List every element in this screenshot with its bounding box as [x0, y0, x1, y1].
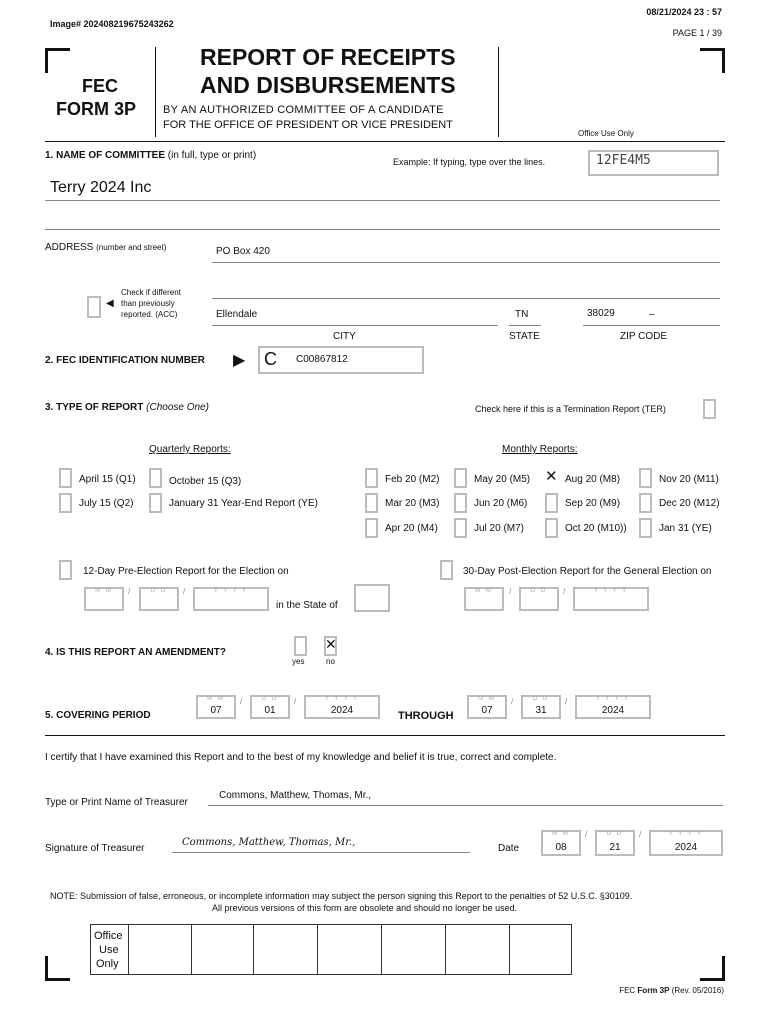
- m9-checkbox[interactable]: [545, 493, 558, 513]
- grid-divider: [381, 925, 382, 974]
- ye-checkbox[interactable]: [149, 493, 162, 513]
- signature-label: Signature of Treasurer: [45, 843, 145, 854]
- section5-rule: [45, 735, 725, 736]
- date-separator: /: [511, 697, 514, 706]
- city-label: CITY: [333, 331, 356, 342]
- post-election-label: 30-Day Post-Election Report for the General Election on: [463, 566, 712, 577]
- m10-label: Oct 20 (M10)): [565, 523, 627, 534]
- m2-label: Feb 20 (M2): [385, 474, 440, 485]
- grid-divider: [445, 925, 446, 974]
- from-year[interactable]: Y Y Y Y 2024: [304, 695, 380, 719]
- address-field[interactable]: [212, 246, 720, 263]
- m8-check-mark: ✕: [545, 468, 558, 485]
- city-field[interactable]: [212, 309, 498, 326]
- post-election-year[interactable]: Y Y Y Y: [573, 587, 649, 611]
- grid-divider: [509, 925, 510, 974]
- post-election-day[interactable]: D D: [519, 587, 559, 611]
- to-year[interactable]: Y Y Y Y 2024: [575, 695, 651, 719]
- date-separator: /: [585, 830, 588, 839]
- city-value: Ellendale: [216, 309, 258, 320]
- form-title-2: AND DISBURSEMENTS: [200, 72, 456, 98]
- acc-check-label-3: reported. (ACC): [121, 310, 178, 319]
- arrow-left-icon: ◀: [106, 298, 114, 309]
- office-use-label-cell: [91, 925, 129, 974]
- pre-election-label: 12-Day Pre-Election Report for the Election on: [83, 566, 289, 577]
- zip-dash: –: [649, 309, 655, 320]
- corner-mark-top-right: [700, 48, 725, 73]
- q2-label: July 15 (Q2): [79, 498, 134, 509]
- quarterly-label: Quarterly Reports:: [149, 444, 231, 455]
- section2-label: 2. FEC IDENTIFICATION NUMBER: [45, 355, 205, 366]
- form-subtitle-2: FOR THE OFFICE OF PRESIDENT OR VICE PRESIDENT: [163, 119, 453, 131]
- m4-checkbox[interactable]: [365, 518, 378, 538]
- office-use-line-2: Use: [99, 944, 119, 956]
- state-value: TN: [515, 309, 529, 320]
- page-number: PAGE 1 / 39: [672, 28, 722, 38]
- zip-field[interactable]: [583, 309, 720, 326]
- acc-check-label-1: Check if different: [121, 288, 181, 297]
- m4-label: Apr 20 (M4): [385, 523, 438, 534]
- office-use-line-1: Office: [94, 930, 123, 942]
- election-state-field[interactable]: [354, 584, 390, 612]
- treasurer-name-label: Type or Print Name of Treasurer: [45, 797, 188, 808]
- acc-checkbox[interactable]: [87, 296, 101, 318]
- office-use-only-label: Office Use Only: [578, 129, 634, 138]
- section4-label: 4. IS THIS REPORT AN AMENDMENT?: [45, 647, 226, 658]
- amendment-no-checkbox[interactable]: [324, 636, 337, 656]
- m9-label: Sep 20 (M9): [565, 498, 621, 509]
- treasurer-name-value: Commons, Matthew, Thomas, Mr.,: [219, 790, 372, 801]
- q3-checkbox[interactable]: [149, 468, 162, 488]
- date-separator: /: [563, 587, 566, 596]
- committee-name-value: Terry 2024 Inc: [50, 179, 152, 196]
- m3-label: Mar 20 (M3): [385, 498, 440, 509]
- section5-label: 5. COVERING PERIOD: [45, 710, 151, 721]
- date-separator: /: [128, 587, 131, 596]
- ter-checkbox[interactable]: [703, 399, 716, 419]
- amendment-yes-checkbox[interactable]: [294, 636, 307, 656]
- pre-election-month[interactable]: M M: [84, 587, 124, 611]
- ye-label: January 31 Year-End Report (YE): [169, 498, 318, 509]
- office-use-grid: [90, 924, 572, 975]
- from-month[interactable]: M M 07: [196, 695, 236, 719]
- fec-id-field[interactable]: [258, 346, 424, 374]
- amendment-no-label: no: [326, 657, 335, 666]
- certify-text: I certify that I have examined this Report and to the best of my knowledge and belief it is true, correct and complete.: [45, 752, 557, 763]
- sign-date-year[interactable]: Y Y Y Y 2024: [649, 830, 723, 856]
- to-month[interactable]: M M 07: [467, 695, 507, 719]
- form-title-1: REPORT OF RECEIPTS: [200, 44, 456, 70]
- section1-label: 1. NAME OF COMMITTEE (in full, type or print): [45, 150, 257, 161]
- m3-checkbox[interactable]: [365, 493, 378, 513]
- fec-label: FEC: [82, 76, 118, 96]
- sign-date-day[interactable]: D D 21: [595, 830, 635, 856]
- q1-label: April 15 (Q1): [79, 474, 136, 485]
- date-separator: /: [565, 697, 568, 706]
- grid-divider: [191, 925, 192, 974]
- acc-check-label-2: than previously: [121, 299, 175, 308]
- date-separator: /: [509, 587, 512, 596]
- m7-checkbox[interactable]: [454, 518, 467, 538]
- q3-label: October 15 (Q3): [169, 476, 242, 487]
- ye-monthly-label: Jan 31 (YE): [659, 523, 712, 534]
- committee-name-field[interactable]: [45, 178, 720, 201]
- signature-value: Commons, Matthew, Thomas, Mr.,: [182, 837, 356, 848]
- fec-id-prefix: C: [264, 349, 277, 369]
- m6-checkbox[interactable]: [454, 493, 467, 513]
- note-line-1: NOTE: Submission of false, erroneous, or incomplete information may subject the person signing this Report to the penalties of 52 U.S.C. §30109.: [50, 891, 633, 901]
- ter-label: Check here if this is a Termination Report (TER): [475, 404, 666, 414]
- header-rule: [45, 141, 725, 142]
- state-field[interactable]: [509, 309, 541, 326]
- monthly-label: Monthly Reports:: [502, 444, 578, 455]
- date-separator: /: [639, 830, 642, 839]
- q1-checkbox[interactable]: [59, 468, 72, 488]
- post-election-checkbox[interactable]: [440, 560, 453, 580]
- office-use-line-3: Only: [96, 958, 119, 970]
- example-code: 12FE4M5: [596, 153, 651, 168]
- sign-date-month[interactable]: M M 08: [541, 830, 581, 856]
- pre-election-checkbox[interactable]: [59, 560, 72, 580]
- arrow-right-icon: ▶: [233, 352, 246, 369]
- treasurer-name-field[interactable]: [208, 790, 723, 806]
- footer: FEC Form 3P (Rev. 05/2016): [619, 986, 724, 995]
- m8-label: Aug 20 (M8): [565, 474, 621, 485]
- form-subtitle-1: BY AN AUTHORIZED COMMITTEE OF A CANDIDATE: [163, 104, 444, 116]
- ye-monthly-checkbox[interactable]: [639, 518, 652, 538]
- date-separator: /: [240, 697, 243, 706]
- q2-checkbox[interactable]: [59, 493, 72, 513]
- m12-label: Dec 20 (M12): [659, 498, 720, 509]
- m7-label: Jul 20 (M7): [474, 523, 525, 534]
- image-id: Image# 202408219675243262: [50, 19, 174, 29]
- corner-mark-bottom-left: [45, 956, 70, 981]
- signature-field[interactable]: [172, 837, 470, 853]
- m8-checkbox[interactable]: [545, 468, 558, 488]
- date-separator: /: [294, 697, 297, 706]
- section3-label: 3. TYPE OF REPORT (Choose One): [45, 402, 209, 413]
- m5-label: May 20 (M5): [474, 474, 531, 485]
- m5-checkbox[interactable]: [454, 468, 467, 488]
- to-day[interactable]: D D 31: [521, 695, 561, 719]
- date-label: Date: [498, 843, 520, 854]
- zip-label: ZIP CODE: [620, 331, 668, 342]
- through-label: THROUGH: [398, 710, 454, 722]
- address-value: PO Box 420: [216, 246, 270, 257]
- amendment-no-mark: ✕: [325, 636, 337, 652]
- title-divider-left: [155, 47, 156, 137]
- m10-checkbox[interactable]: [545, 518, 558, 538]
- grid-divider: [317, 925, 318, 974]
- example-text: Example: If typing, type over the lines.: [393, 157, 546, 167]
- post-election-month[interactable]: M M: [464, 587, 504, 611]
- pre-election-year[interactable]: Y Y Y Y: [193, 587, 269, 611]
- amendment-yes-label: yes: [292, 657, 305, 666]
- address-label: ADDRESS (number and street): [45, 242, 167, 253]
- pre-election-day[interactable]: D D: [139, 587, 179, 611]
- form-number: FORM 3P: [56, 99, 137, 119]
- m11-checkbox[interactable]: [639, 468, 652, 488]
- timestamp: 08/21/2024 23 : 57: [646, 7, 722, 17]
- from-day[interactable]: D D 01: [250, 695, 290, 719]
- address-field-2[interactable]: [212, 284, 720, 299]
- state-label: STATE: [509, 331, 540, 342]
- m2-checkbox[interactable]: [365, 468, 378, 488]
- note-line-2: All previous versions of this form are obsolete and should no longer be used.: [212, 903, 518, 913]
- corner-mark-bottom-right: [700, 956, 725, 981]
- zip-value: 38029: [587, 308, 615, 319]
- corner-mark-top-left: [45, 48, 70, 73]
- fec-id-value: C00867812: [296, 354, 348, 365]
- date-separator: /: [183, 587, 186, 596]
- m6-label: Jun 20 (M6): [474, 498, 528, 509]
- grid-divider: [253, 925, 254, 974]
- title-divider-right: [498, 47, 499, 137]
- example-box: [588, 150, 719, 176]
- in-state-label: in the State of: [276, 600, 338, 611]
- committee-name-field-2[interactable]: [45, 213, 720, 230]
- m12-checkbox[interactable]: [639, 493, 652, 513]
- m11-label: Nov 20 (M11): [659, 474, 719, 485]
